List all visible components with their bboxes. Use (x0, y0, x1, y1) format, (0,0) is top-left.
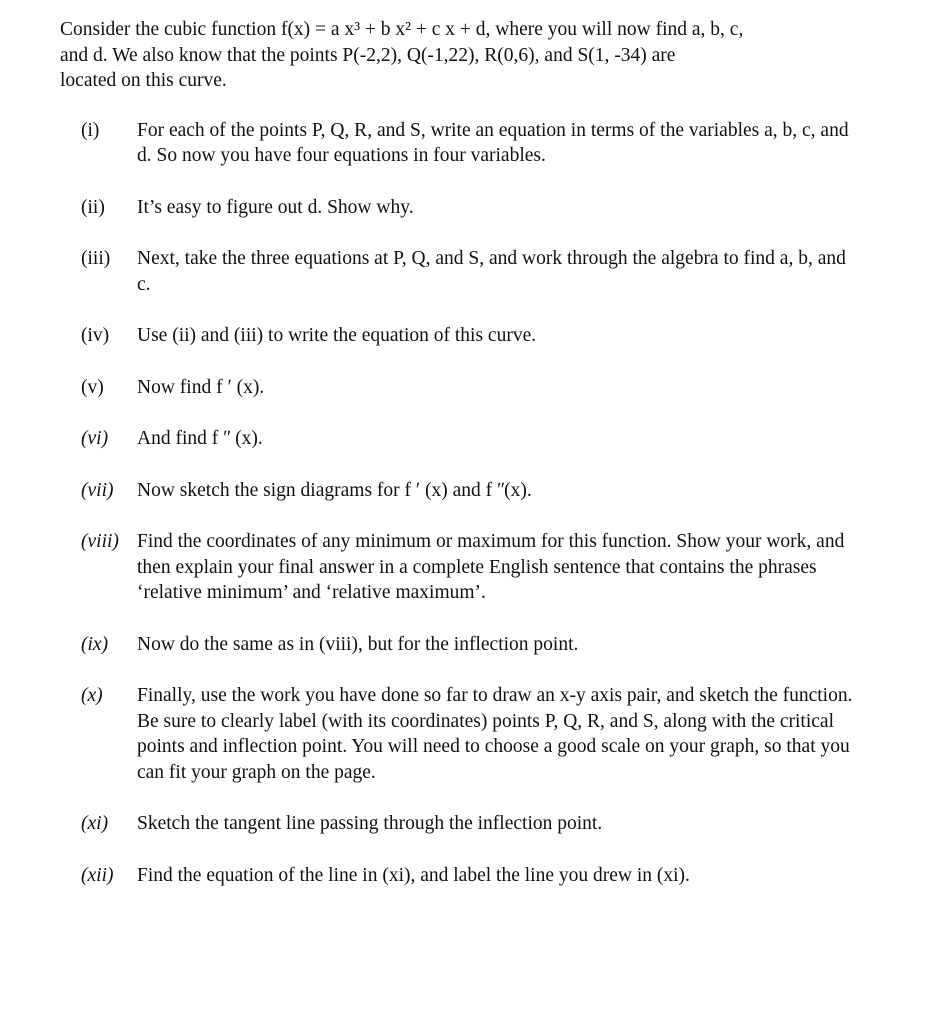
intro-line-2: and d. We also know that the points P(-2,2), Q(-1,22), R(0,6), and S(1, -34) are (60, 44, 676, 66)
question-text: Use (ii) and (iii) to write the equation of this curve. (137, 325, 537, 346)
question-item-i (60, 118, 860, 169)
question-number: (ii) (81, 196, 105, 218)
question-text: Sketch the tangent line passing through the inflection point. (137, 813, 603, 834)
question-item-iii (60, 246, 860, 297)
question-text: Now find f ʹ (x). (137, 376, 265, 398)
question-item-ii (60, 195, 860, 221)
question-number: (iv) (81, 325, 110, 346)
question-item-v (60, 375, 860, 401)
question-number: (vii) (81, 479, 114, 501)
question-text: Finally, use the work you have done so far to draw an x-y axis pair, and sketch the function. Be sure to clearly label (with its coordinates) points P, Q, R, and S, along with the critical points and inflection point. You will need to choose a good scale on your graph, so that you can fit your graph on the page. (137, 685, 853, 783)
question-number: (x) (81, 685, 103, 706)
question-text: And find f ʺ (x). (137, 428, 263, 449)
question-item-ix (60, 632, 860, 658)
question-item-iv (60, 323, 860, 349)
question-item-x (60, 683, 860, 785)
question-list (60, 118, 860, 889)
question-number: (viii) (81, 531, 119, 552)
question-text: Now sketch the sign diagrams for f ʹ (x) and f ʺ(x). (137, 479, 532, 501)
question-item-xi (60, 811, 860, 837)
intro-paragraph (60, 17, 860, 94)
question-item-vi (60, 426, 860, 452)
worksheet (60, 17, 860, 914)
question-number: (xi) (81, 813, 109, 834)
intro-line-3: located on this curve. (60, 70, 227, 91)
question-text: Now do the same as in (viii), but for the inflection point. (137, 633, 579, 655)
intro-line-1: Consider the cubic function f(x) = a x³ + b x² + c x + d, where you will now find a, b, c, (60, 19, 744, 40)
question-number: (i) (81, 119, 100, 141)
question-number: (iii) (81, 248, 111, 269)
question-number: (v) (81, 376, 104, 398)
question-number: (xii) (81, 864, 114, 886)
question-text: It’s easy to figure out d. Show why. (137, 196, 414, 218)
question-text: For each of the points P, Q, R, and S, write an equation in terms of the variables a, b, c, and d. So now you have four equations in four variables. (137, 119, 849, 166)
question-item-vii (60, 478, 860, 504)
question-number: (ix) (81, 633, 109, 655)
question-item-xii (60, 863, 860, 889)
question-text: Find the coordinates of any minimum or maximum for this function. Show your work, and then explain your final answer in a complete English sentence that contains the phrases ‘relative minimum’ and ‘relative maximum’. (137, 531, 845, 603)
question-text: Find the equation of the line in (xi), and label the line you drew in (xi). (137, 864, 690, 886)
question-text: Next, take the three equations at P, Q, and S, and work through the algebra to find a, b, and c. (137, 248, 846, 295)
question-item-viii (60, 529, 860, 606)
question-number: (vi) (81, 428, 109, 449)
